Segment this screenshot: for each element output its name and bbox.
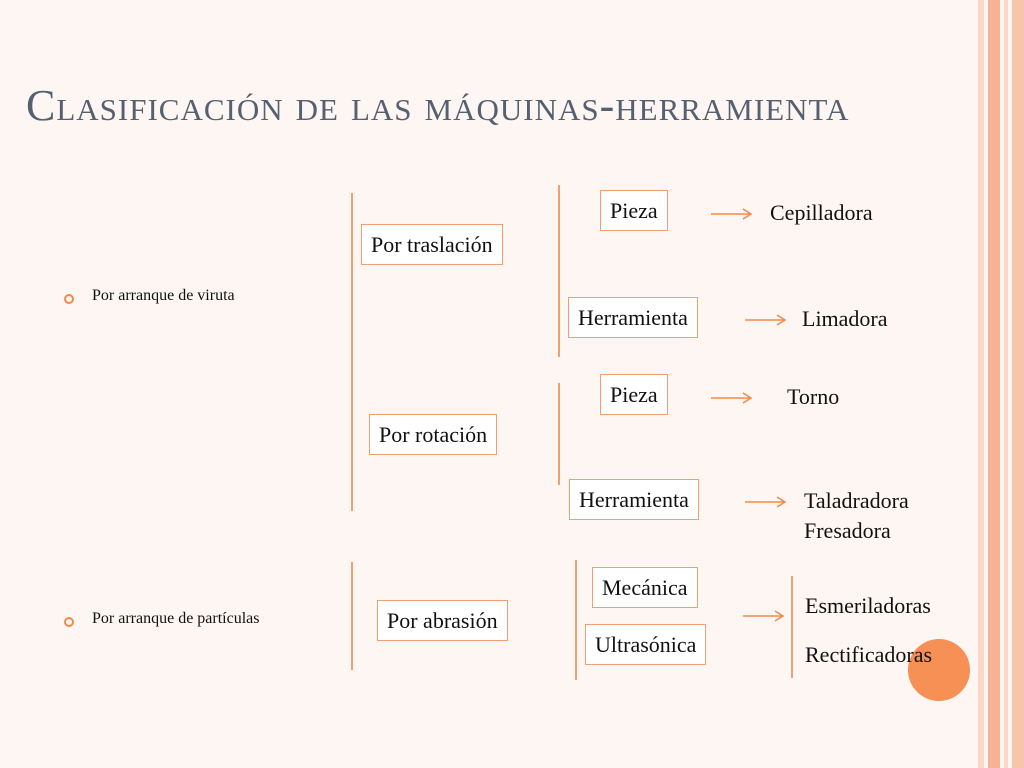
arrow-right-icon	[710, 390, 754, 406]
bracket-line-particulas	[351, 562, 353, 670]
arrow-right-icon	[742, 608, 786, 624]
machine-rectificadoras: Rectificadoras	[805, 642, 933, 667]
bullet-particulas: Por arranque de partículas	[92, 610, 260, 627]
bullet-viruta: Por arranque de viruta	[92, 287, 235, 304]
decorative-side-stripes	[978, 0, 1024, 768]
machine-taladradora: Taladradora	[804, 488, 909, 513]
arrow-right-icon	[710, 206, 754, 222]
machine-cepilladora: Cepilladora	[770, 200, 873, 225]
bullet-icon	[64, 294, 74, 304]
bracket-line-abrasion	[575, 560, 577, 680]
slide-title: Clasificación de las máquinas-herramienta	[26, 81, 850, 130]
bracket-line-viruta	[351, 193, 353, 511]
machine-torno: Torno	[787, 384, 840, 409]
group-box-rotacion: Por rotación	[369, 414, 497, 455]
type-box-pieza-traslacion: Pieza	[600, 190, 668, 231]
type-box-pieza-rotacion: Pieza	[600, 374, 668, 415]
group-box-abrasion: Por abrasión	[377, 600, 508, 641]
bracket-line-rotacion	[558, 383, 560, 485]
machine-esmeriladoras: Esmeriladoras	[805, 593, 931, 618]
bracket-line-traslacion	[558, 185, 560, 357]
group-box-traslacion: Por traslación	[361, 224, 503, 265]
bullet-icon	[64, 617, 74, 627]
type-box-herramienta-rotacion: Herramienta	[569, 479, 699, 520]
type-box-mecanica: Mecánica	[592, 567, 698, 608]
arrow-right-icon	[744, 312, 788, 328]
type-box-ultrasonica: Ultrasónica	[585, 624, 706, 665]
type-box-herramienta-traslacion: Herramienta	[568, 297, 698, 338]
machine-limadora: Limadora	[802, 306, 888, 331]
machine-fresadora: Fresadora	[804, 518, 891, 543]
arrow-right-icon	[744, 494, 788, 510]
bracket-line-results	[791, 576, 793, 678]
